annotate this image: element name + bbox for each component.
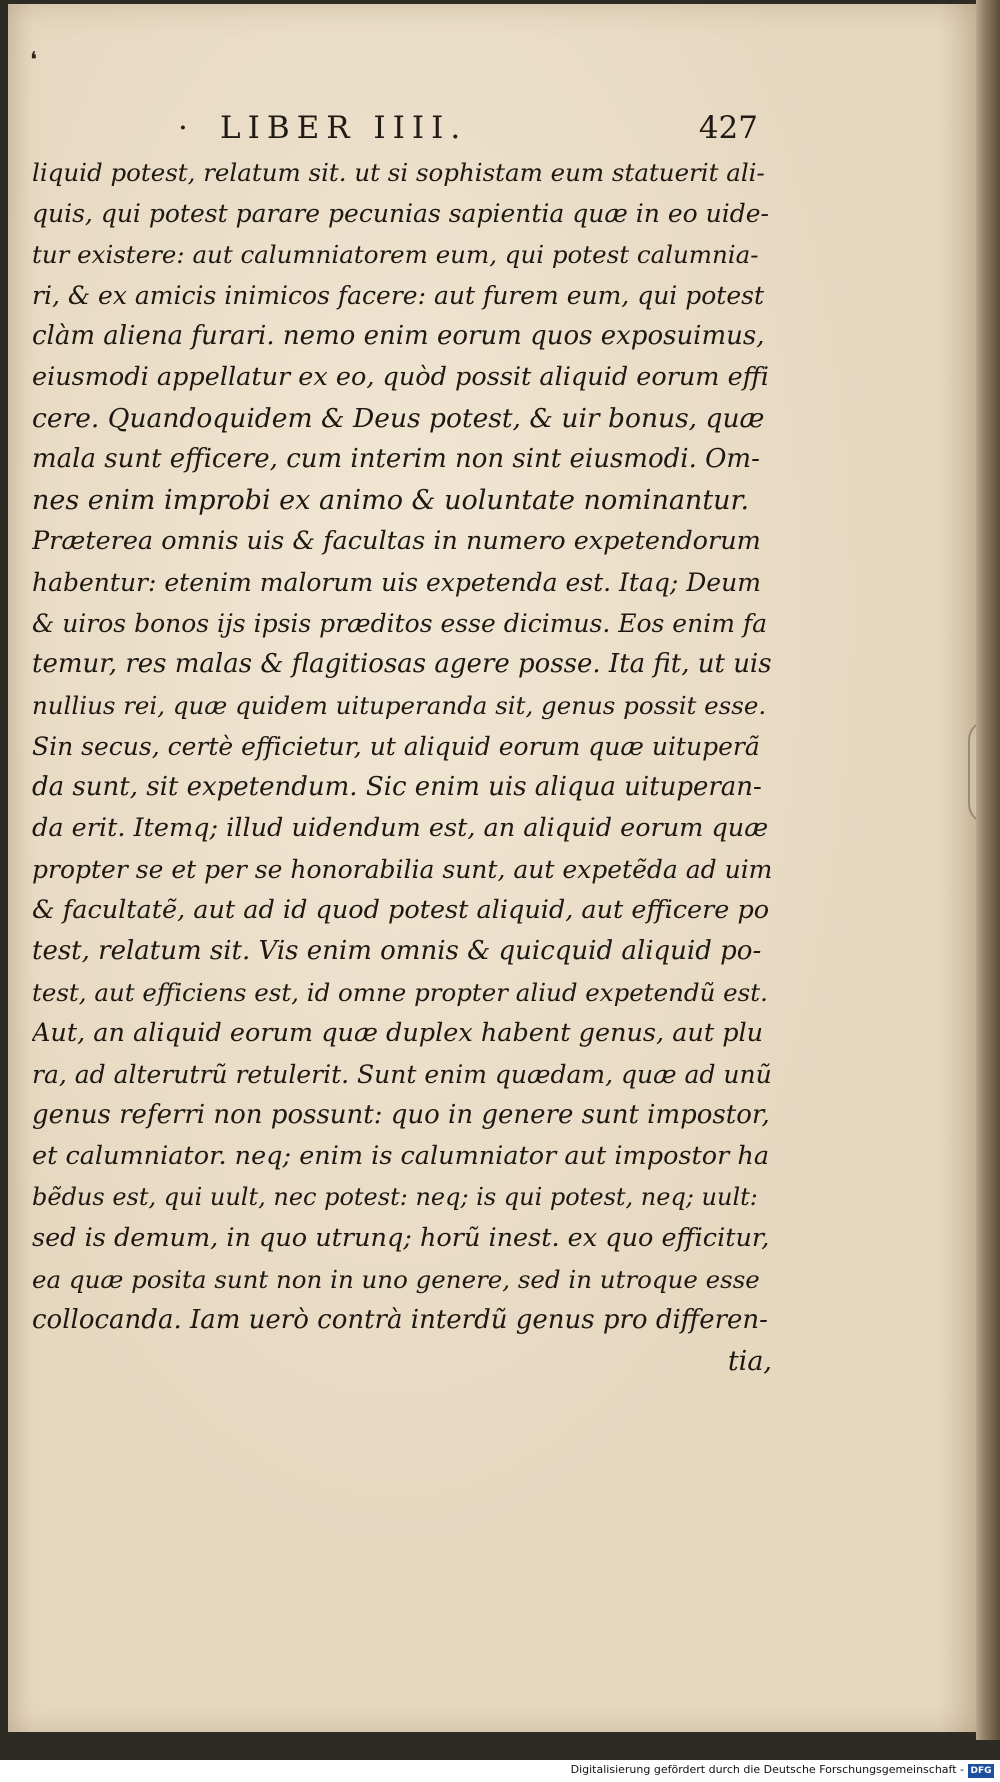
text-line: sed is demum, in quo utrunq; horũ inest. ex quo efficitur, (32, 1223, 770, 1253)
page-number: 427 (698, 110, 758, 146)
body-text (32, 152, 772, 1382)
text-line: mala sunt efficere, cum interim non sint eiusmodi. Om- (32, 444, 760, 474)
text-line: temur, res malas & flagitiosas agere posse. Ita fit, ut uis (32, 649, 772, 679)
text-line: liquid potest, relatum sit. ut si sophistam eum statuerit ali- (32, 158, 765, 187)
text-line: Sin secus, certè efficietur, ut aliquid eorum quæ uituperã (32, 732, 760, 761)
text-line: ri, & ex amicis inimicos facere: aut furem eum, qui potest (32, 281, 765, 310)
text-line: & facultatẽ, aut ad id quod potest aliquid, aut efficere po (32, 895, 770, 925)
text-line: eiusmodi appellatur ex eo, quòd possit aliquid eorum effi (32, 362, 769, 392)
book-page (8, 4, 976, 1732)
margin-mark: ❛ (30, 48, 38, 73)
text-line: da erit. Itemq; illud uidendum est, an aliquid eorum quæ (32, 813, 769, 843)
text-line: collocanda. Iam uerò contrà interdũ genus pro differen- (32, 1305, 768, 1335)
text-line: cere. Quandoquidem & Deus potest, & uir bonus, quæ (32, 403, 765, 434)
text-line: quis, qui potest parare pecunias sapientia quæ in eo uide- (32, 199, 769, 228)
running-head-dot: · (178, 110, 188, 146)
catchword: tia, (727, 1346, 772, 1377)
text-line: habentur: etenim malorum uis expetenda est. Itaq; Deum (32, 568, 761, 597)
text-line: test, relatum sit. Vis enim omnis & quicquid aliquid po- (32, 936, 762, 966)
text-line: genus referri non possunt: quo in genere sunt impostor, (32, 1100, 770, 1130)
text-line: ea quæ posita sunt non in uno genere, sed in utroque esse (32, 1265, 760, 1294)
funding-credit: Digitalisierung gefördert durch die Deutsche Forschungsgemeinschaft - (570, 1763, 964, 1776)
page-edge (976, 0, 1000, 1740)
text-line: et calumniator. neq; enim is calumniator aut impostor ha (32, 1141, 770, 1171)
digitization-footer (0, 1760, 1000, 1782)
text-line: ra, ad alterutrũ retulerit. Sunt enim quædam, quæ ad unũ (32, 1060, 772, 1089)
text-line: propter se et per se honorabilia sunt, aut expetẽda ad uim (32, 855, 772, 884)
text-line: Præterea omnis uis & facultas in numero expetendorum (32, 526, 761, 556)
text-line: da sunt, sit expetendum. Sic enim uis aliqua uituperan- (32, 772, 762, 802)
text-line: nes enim improbi ex animo & uoluntate nominantur. (32, 485, 750, 516)
dfg-logo-icon: DFG (968, 1764, 994, 1778)
text-line: clàm aliena furari. nemo enim eorum quos exposuimus, (32, 321, 765, 351)
running-head (178, 110, 758, 150)
text-line: test, aut efficiens est, id omne propter aliud expetendũ est. (32, 978, 768, 1007)
text-line: tur existere: aut calumniatorem eum, qui potest calumnia- (32, 240, 759, 269)
text-line: nullius rei, quæ quidem uituperanda sit, genus possit esse. (32, 691, 767, 720)
text-line: bẽdus est, qui uult, nec potest: neq; is qui potest, neq; uult: (32, 1183, 758, 1211)
running-head-title: LIBER IIII. (220, 110, 468, 146)
text-line: Aut, an aliquid eorum quæ duplex habent genus, aut plu (32, 1018, 764, 1048)
text-line: & uiros bonos ijs ipsis præditos esse dicimus. Eos enim fa (32, 609, 768, 638)
